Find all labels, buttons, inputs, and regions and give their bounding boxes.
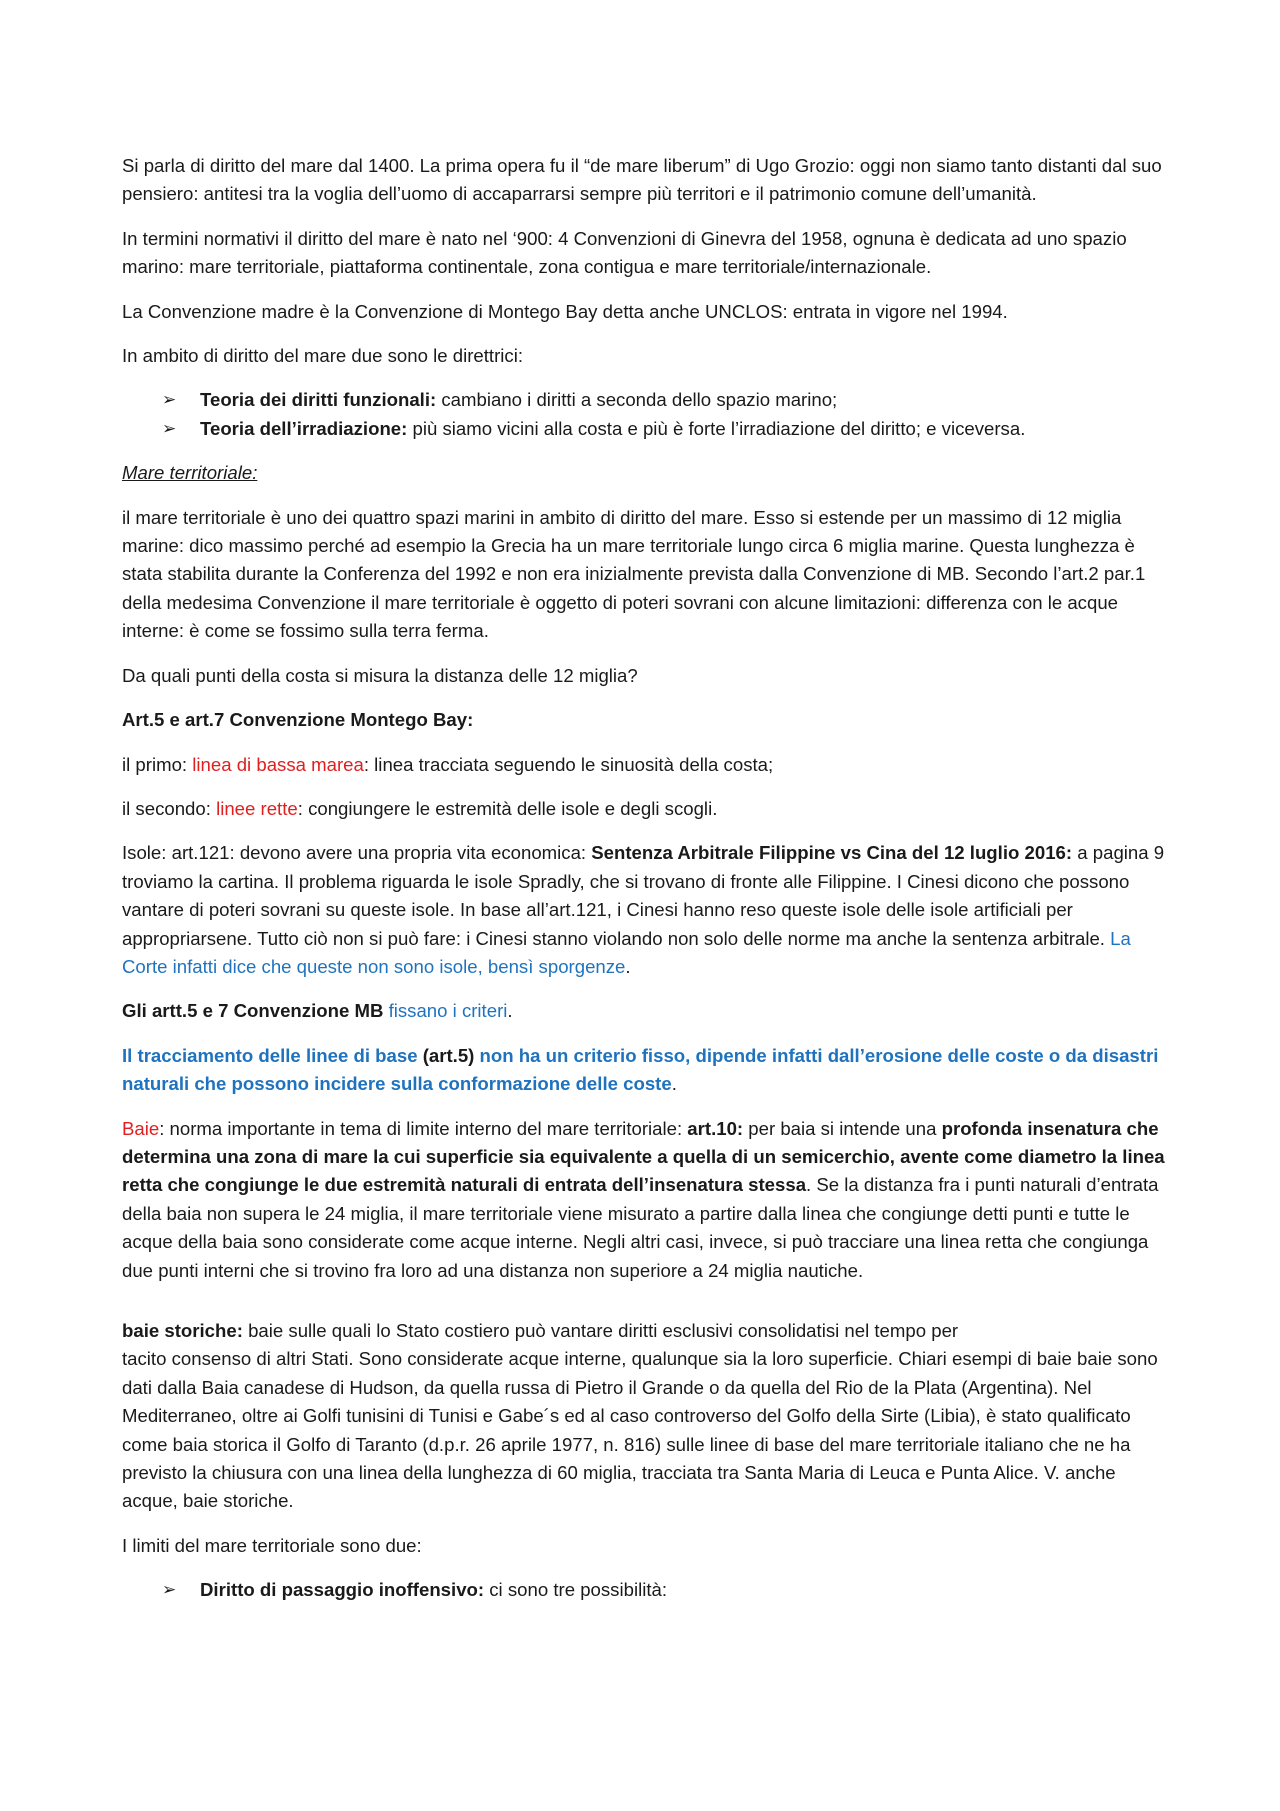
list-item (122, 1576, 1168, 1604)
paragraph-primo: il primo: linea di bassa marea: linea tracciata seguendo le sinuosità della costa; (122, 753, 774, 775)
section-heading-mare-territoriale: Mare territoriale: (122, 462, 258, 484)
paragraph-baie: Baie: norma importante in tema di limite interno del mare territoriale: art.10: per baia si intende una profonda insenatura che determina una zona di mare la cui superficie sia equivalente a quella di un semicerchio, avente come diametro la linea retta che congiunge le due estremità naturali di entrata dell’insenatura stessa. Se la distanza fra i punti naturali d’entrata della baia non supera le 24 miglia, il mare territoriale viene misurato a partire dalla linea che congiunge detti punti e tutte le acque della baia sono considerate come acque interne. Negli altri casi, invece, si può tracciare una linea retta che congiunga due punti interni che si trovino fra loro ad una distanza non superiore a 24 miglia nautiche. (122, 1117, 1165, 1281)
highlight-blue: La Corte infatti dice che queste non sono isole, bensì sporgenze (122, 927, 1131, 977)
bullet-list-direttrici (122, 386, 1168, 443)
paragraph-secondo: il secondo: linee rette: congiungere le estremità delle isole e degli scogli. (122, 797, 718, 819)
paragraph-linee-di-base: Il tracciamento delle linee di base (art.5) non ha un criterio fisso, dipende infatti dall’erosione delle coste o da disastri naturali che possono incidere sulla conformazione delle coste. (122, 1044, 1159, 1095)
paragraph-mare-territoriale: il mare territoriale è uno dei quattro spazi marini in ambito di diritto del mare. Esso si estende per un massimo di 12 miglia marine: dico massimo perché ad esempio la Grecia ha un mare territoriale lungo circa 6 miglia marine. Questa lunghezza è stata stabilita durante la Conferenza del 1992 e non era inizialmente prevista dalla Convenzione di MB. Secondo l’art.2 par.1 della medesima Convenzione il mare territoriale è oggetto di poteri sovrani con alcune limitazioni: differenza con le acque interne: è come se fossimo sulla terra ferma. (122, 506, 1146, 642)
list-item (122, 415, 1168, 443)
paragraph-ginevra: In termini normativi il diritto del mare è nato nel ‘900: 4 Convenzioni di Ginevra del 1958, ognuna è dedicata ad uno spazio marino: mare territoriale, piattaforma continentale, zona contigua e mare territoriale/internazionale. (122, 227, 1127, 278)
paragraph-limiti: I limiti del mare territoriale sono due: (122, 1534, 422, 1556)
paragraph-criteri: Gli artt.5 e 7 Convenzione MB fissano i criteri. (122, 1000, 513, 1022)
arrow-bullet-icon: ➢ (162, 1580, 177, 1601)
list-item-title: Teoria dell’irradiazione: (200, 417, 408, 439)
list-item-title: Diritto di passaggio inoffensivo: (200, 1579, 485, 1601)
paragraph-isole: Isole: art.121: devono avere una propria vita economica: Sentenza Arbitrale Filippine vs Cina del 12 luglio 2016: a pagina 9 troviamo la cartina. Il problema riguarda le isole Spradly, che si trovano di fronte alle Filippine. I Cinesi dicono che possono vantare di poteri sovrani su queste isole. In base all’art.121, i Cinesi hanno reso queste isole delle isole artificiali per appropriarsene. Tutto ciò non si può fare: i Cinesi stanno violando non solo delle norme ma anche la sentenza arbitrale. La Corte infatti dice che queste non sono isole, bensì sporgenze. (122, 842, 1165, 977)
list-item-title: Teoria dei diritti funzionali: (200, 389, 437, 411)
paragraph-intro: Si parla di diritto del mare dal 1400. La prima opera fu il “de mare liberum” di Ugo Grozio: oggi non siamo tanto distanti dal suo pensiero: antitesi tra la voglia dell’uomo di accaparrarsi sempre più territori e il patrimonio comune dell’umanità. (122, 155, 1162, 205)
document-body (122, 152, 1168, 1621)
arrow-bullet-icon: ➢ (162, 418, 177, 439)
highlight-blue: fissano i criteri (388, 1000, 508, 1022)
paragraph-direttrici: In ambito di diritto del mare due sono le direttrici: (122, 345, 523, 367)
highlight-red: linea di bassa marea (192, 753, 364, 775)
spacer (122, 1301, 1168, 1317)
bullet-list-limiti (122, 1576, 1168, 1604)
list-item-text: cambiano i diritti a seconda dello spazio marino; (436, 389, 838, 411)
arrow-bullet-icon: ➢ (162, 390, 177, 411)
paragraph-question: Da quali punti della costa si misura la distanza delle 12 miglia? (122, 664, 638, 686)
highlight-red: linee rette (216, 797, 298, 819)
paragraph-baie-storiche: baie storiche: baie sulle quali lo Stato costiero può vantare diritti esclusivi consolidatisi nel tempo per tacito consenso di altri Stati. Sono considerate acque interne, qualunque sia la loro superficie. Chiari esempi di baie baie sono dati dalla Baia canadese di Hudson, da quella russa di Pietro il Grande o da quella del Rio de la Plata (Argentina). Nel Mediterraneo, oltre ai Golfi tunisini di Tunisi e Gabe´s ed al caso controverso del Golfo della Sirte (Libia), è stato qualificato come baia storica il Golfo di Taranto (d.p.r. 26 aprile 1977, n. 816) sulle linee di base del mare territoriale italiano che ne ha previsto la chiusura con una linea della lunghezza di 60 miglia, tracciata tra Santa Maria di Leuca e Punta Alice. V. anche acque, baie storiche. (122, 1320, 1158, 1512)
list-item (122, 386, 1168, 414)
list-item-text: ci sono tre possibilità: (484, 1579, 668, 1601)
paragraph-unclos: La Convenzione madre è la Convenzione di Montego Bay detta anche UNCLOS: entrata in vigore nel 1994. (122, 300, 1008, 322)
paragraph-articles: Art.5 e art.7 Convenzione Montego Bay: (122, 709, 474, 731)
highlight-red: Baie (122, 1117, 160, 1139)
list-item-text: più siamo vicini alla costa e più è forte l’irradiazione del diritto; e viceversa. (407, 417, 1026, 439)
